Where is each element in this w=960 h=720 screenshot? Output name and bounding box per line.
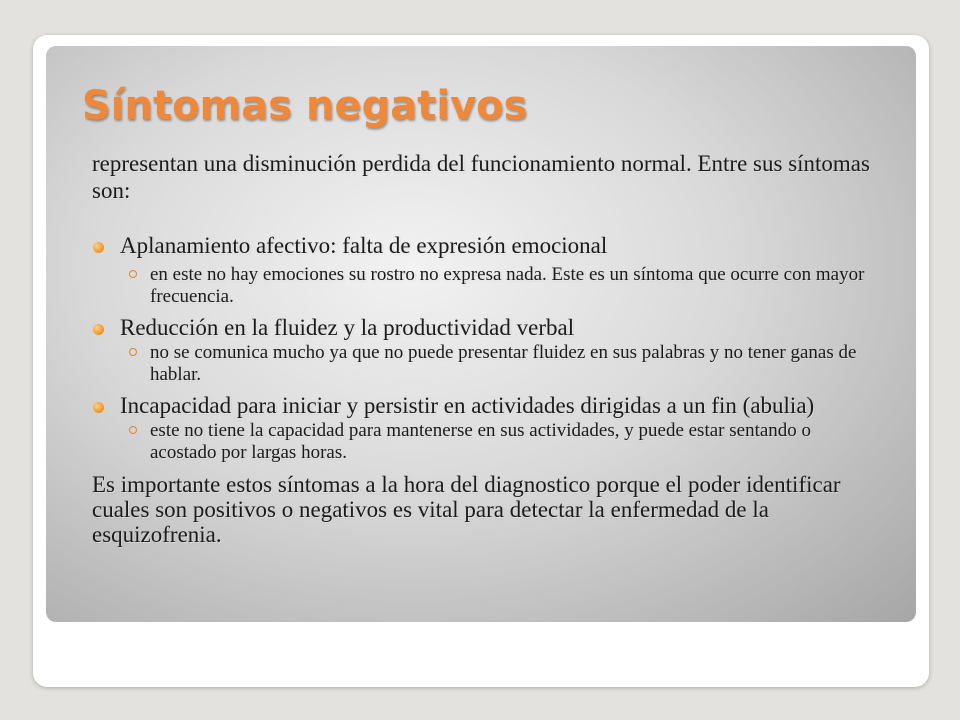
symptom-detail-text: no se comunica mucho ya que no puede presentar fluidez en sus palabras y no tener ganas de hablar. [150,342,857,385]
symptom-item-verbal-reduction [92,316,882,386]
symptom-detail-list [120,342,882,386]
ring-bullet-icon [129,426,137,434]
bullet-dot-icon [93,324,104,335]
symptom-label: Reducción en la fluidez y la productividad verbal [120,315,575,340]
symptom-list [92,234,882,464]
slide-title: Síntomas negativos [82,83,528,129]
symptom-detail [120,420,882,464]
bullet-dot-icon [93,402,104,413]
symptom-item-affective-flattening [92,234,882,308]
slide-content [92,150,882,547]
symptom-item-abulia [92,394,882,464]
symptom-detail [120,264,882,308]
ring-bullet-icon [129,270,137,278]
symptom-detail-list [120,264,882,308]
conclusion-paragraph: Es importante estos síntomas a la hora del diagnostico porque el poder identificar cuales son positivos o negativos es vital para detectar la enfermedad de la esquizofrenia. [92,472,841,547]
symptom-detail [120,342,882,386]
ring-bullet-icon [129,348,137,356]
intro-paragraph: representan una disminución perdida del funcionamiento normal. Entre sus síntomas son: [92,151,870,203]
bullet-dot-icon [93,242,104,253]
symptom-detail-text: en este no hay emociones su rostro no expresa nada. Este es un síntoma que ocurre con mayor frecuencia. [150,264,865,307]
symptom-label: Aplanamiento afectivo: falta de expresión emocional [120,233,608,258]
symptom-label: Incapacidad para iniciar y persistir en actividades dirigidas a un fin (abulia) [120,393,815,418]
symptom-detail-text: este no tiene la capacidad para mantenerse en sus actividades, y puede estar sentando o acostado por largas horas. [150,420,812,463]
symptom-detail-list [120,420,882,464]
